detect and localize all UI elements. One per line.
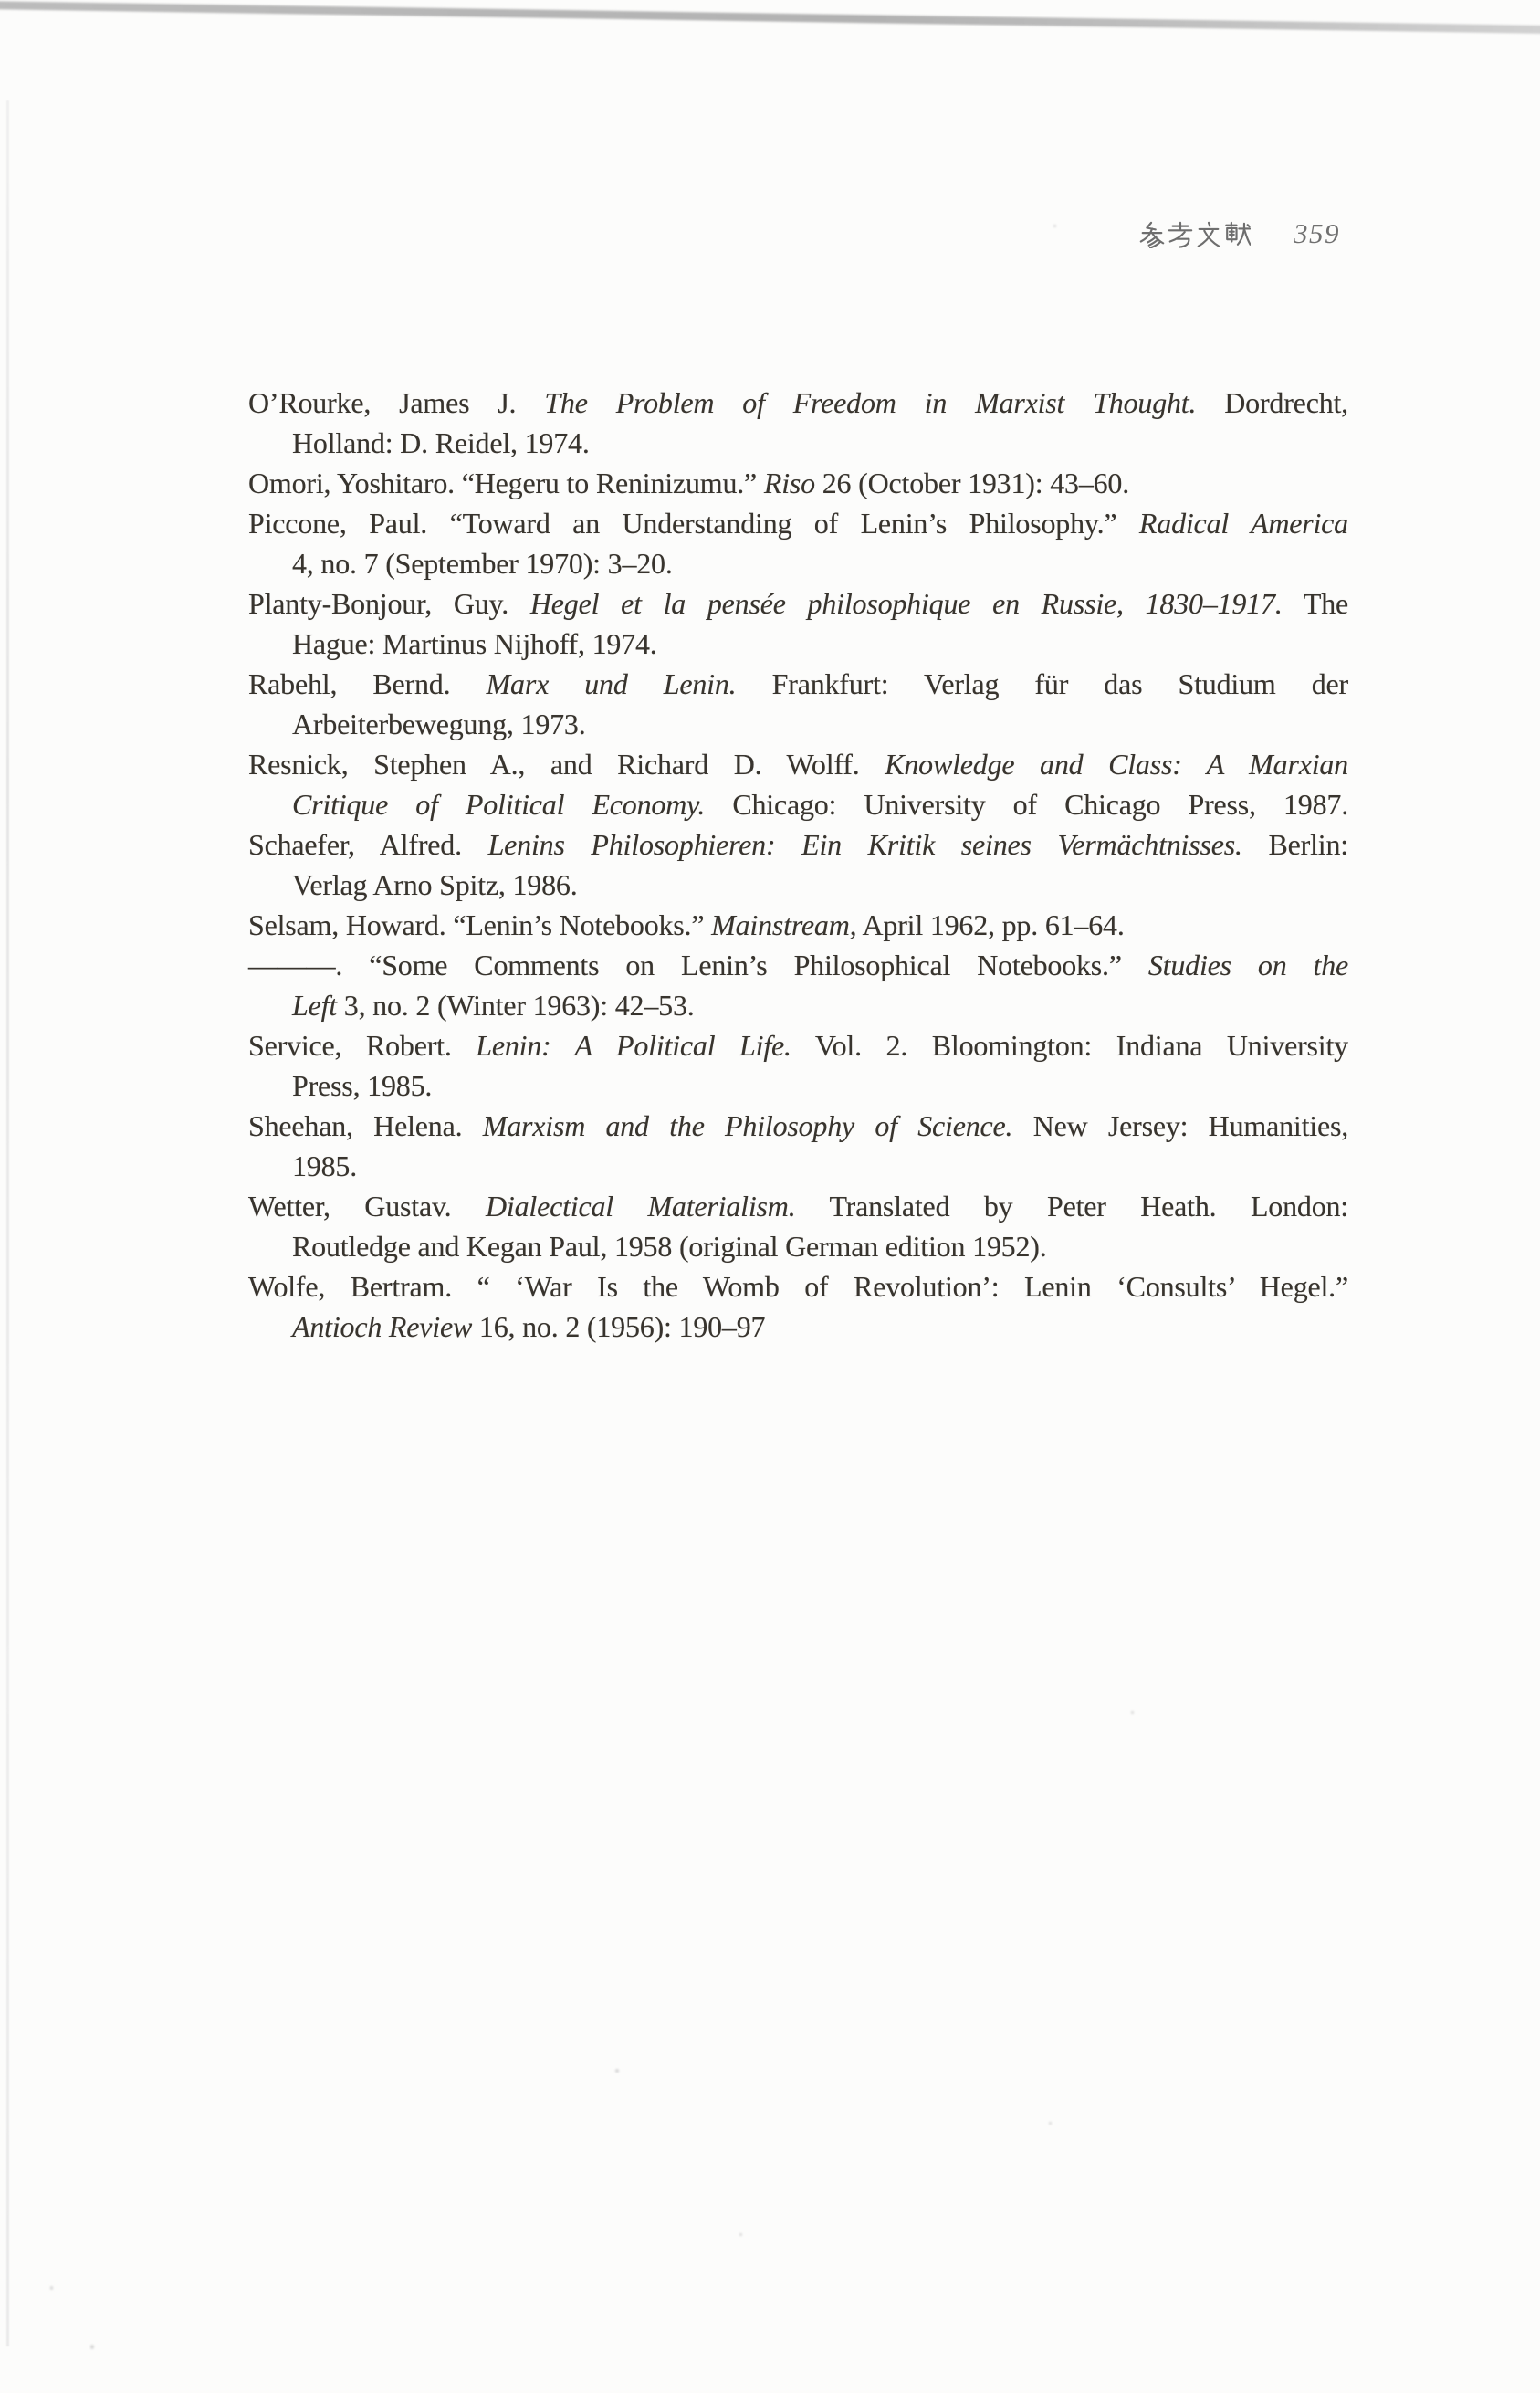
scan-speck <box>1131 1711 1134 1714</box>
bibliography-line <box>248 704 1348 744</box>
bib-segment: Rabehl, Bernd. <box>248 667 487 700</box>
bib-segment: Piccone, Paul. “Toward an Understanding of Lenin’s Philosophy.” <box>248 507 1139 540</box>
bib-segment: Press, 1985. <box>292 1069 433 1102</box>
bibliography-entry <box>248 945 1348 1025</box>
bibliography-line <box>248 543 1348 583</box>
kanji-glyph-san <box>1138 221 1166 248</box>
bib-segment-italic: Studies on the <box>1147 949 1348 981</box>
bib-segment: Sheehan, Helena. <box>248 1109 483 1142</box>
kanji-glyph-kou <box>1167 221 1194 248</box>
bibliography-line <box>248 1106 1348 1146</box>
bib-segment: ———. “Some Comments on Lenin’s Philosophical Notebooks.” <box>248 949 1148 981</box>
bib-segment-italic: Critique of Political Economy. <box>292 788 706 821</box>
scan-speck <box>615 2069 619 2073</box>
bibliography-entry <box>248 664 1348 744</box>
bibliography-line <box>248 423 1348 463</box>
scan-left-edge-artifact <box>6 100 9 2346</box>
bib-segment-italic: Marxism and the Philosophy of Science. <box>482 1109 1013 1142</box>
running-head <box>1138 215 1340 248</box>
bib-segment-italic: Riso <box>763 467 815 499</box>
bibliography-entry <box>248 1025 1348 1106</box>
bib-segment-italic: The Problem of Freedom in Marxist Thought. <box>544 386 1197 419</box>
bib-segment-italic: Lenin: A Political Life. <box>476 1029 791 1062</box>
kanji-glyph-bun <box>1195 221 1222 248</box>
bib-segment: April 1962, pp. 61–64. <box>856 908 1125 941</box>
bib-segment: Dordrecht, <box>1196 386 1348 419</box>
bibliography-entry <box>248 583 1348 664</box>
bib-segment: Routledge and Kegan Paul, 1958 (original German edition 1952). <box>292 1230 1047 1263</box>
bib-segment-italic: Lenins Philosophieren: Ein Kritik seines Vermächtnisses. <box>487 828 1242 861</box>
bib-segment-italic: Antioch Review <box>292 1310 473 1343</box>
bib-segment-italic: Radical America <box>1138 507 1348 540</box>
bib-segment: Service, Robert. <box>248 1029 477 1062</box>
bibliography-line <box>248 985 1348 1025</box>
bibliography-line <box>248 1025 1348 1065</box>
bibliography-line <box>248 463 1348 503</box>
bibliography-line <box>248 583 1348 624</box>
bibliography-line <box>248 1065 1348 1106</box>
bib-segment: Omori, Yoshitaro. “Hegeru to Reninizumu.” <box>248 467 764 499</box>
bib-segment: 16, no. 2 (1956): 190–97 <box>472 1310 766 1343</box>
bibliography-entry <box>248 1266 1348 1347</box>
bib-segment: Vol. 2. Bloomington: Indiana University <box>791 1029 1348 1062</box>
bib-segment: Frankfurt: Verlag für das Studium der <box>736 667 1348 700</box>
scan-speck <box>739 2233 742 2236</box>
bib-segment-italic: Mainstream, <box>711 908 857 941</box>
bibliography-entry <box>248 1106 1348 1186</box>
bibliography-line <box>248 784 1348 824</box>
scan-speck <box>1053 225 1056 227</box>
bib-segment: Wetter, Gustav. <box>248 1190 486 1223</box>
scan-speck <box>90 2345 94 2349</box>
scan-speck <box>50 2286 53 2290</box>
bibliography-entry <box>248 1186 1348 1266</box>
bib-segment: Hague: Martinus Nijhoff, 1974. <box>292 627 657 660</box>
bib-segment: Berlin: <box>1241 828 1348 861</box>
kanji-glyph-ken <box>1223 221 1251 248</box>
bibliography-entry <box>248 463 1348 503</box>
bib-segment-italic: Hegel et la pensée philosophique en Russie, 1830–1917. <box>529 587 1283 620</box>
bib-segment: The <box>1282 587 1348 620</box>
bib-segment: 1985. <box>292 1149 358 1182</box>
scan-top-edge-artifact <box>0 1 1540 35</box>
bibliography-line <box>248 824 1348 865</box>
bib-segment: Planty-Bonjour, Guy. <box>248 587 530 620</box>
bib-segment: Verlag Arno Spitz, 1986. <box>292 868 578 901</box>
bib-segment: 26 (October 1931): 43–60. <box>814 467 1130 499</box>
bib-segment: Resnick, Stephen A., and Richard D. Wolff. <box>248 748 885 781</box>
bib-segment: Holland: D. Reidel, 1974. <box>292 426 590 459</box>
bibliography-line <box>248 945 1348 985</box>
running-head-title <box>1138 221 1252 248</box>
bib-segment-italic: Dialectical Materialism. <box>486 1190 796 1223</box>
bib-segment: Wolfe, Bertram. “ ‘War Is the Womb of Revolution’: Lenin ‘Consults’ Hegel.” <box>248 1270 1348 1303</box>
bibliography-line <box>248 1307 1348 1347</box>
bibliography-line <box>248 905 1348 945</box>
bib-segment: 3, no. 2 (Winter 1963): 42–53. <box>336 989 695 1022</box>
bibliography-line <box>248 1226 1348 1266</box>
bibliography-list <box>248 383 1348 1347</box>
bibliography-line <box>248 664 1348 704</box>
bibliography-line <box>248 1186 1348 1226</box>
bibliography-line <box>248 624 1348 664</box>
bibliography-line <box>248 744 1348 784</box>
bibliography-entry <box>248 744 1348 824</box>
bibliography-line <box>248 1266 1348 1307</box>
bib-segment: Schaefer, Alfred. <box>248 828 488 861</box>
bib-segment: 4, no. 7 (September 1970): 3–20. <box>292 547 673 580</box>
bib-segment: Selsam, Howard. “Lenin’s Notebooks.” <box>248 908 712 941</box>
bib-segment-italic: Left <box>292 989 337 1022</box>
bibliography-line <box>248 1146 1348 1186</box>
bibliography-entry <box>248 824 1348 905</box>
bib-segment: Arbeiterbewegung, 1973. <box>292 708 586 740</box>
bibliography-entry <box>248 905 1348 945</box>
bib-segment: New Jersey: Humanities, <box>1012 1109 1349 1142</box>
bibliography-entry <box>248 503 1348 583</box>
bib-segment-italic: Knowledge and Class: A Marxian <box>885 748 1348 781</box>
bib-segment: O’Rourke, James J. <box>248 386 545 419</box>
bibliography-entry <box>248 383 1348 463</box>
bibliography-line <box>248 503 1348 543</box>
page-number: 359 <box>1294 217 1340 249</box>
scan-speck <box>1049 2122 1052 2125</box>
bibliography-line <box>248 865 1348 905</box>
bibliography-line <box>248 383 1348 423</box>
bib-segment: Chicago: University of Chicago Press, 1987. <box>705 788 1348 821</box>
bib-segment: Translated by Peter Heath. London: <box>795 1190 1348 1223</box>
bib-segment-italic: Marx und Lenin. <box>486 667 737 700</box>
